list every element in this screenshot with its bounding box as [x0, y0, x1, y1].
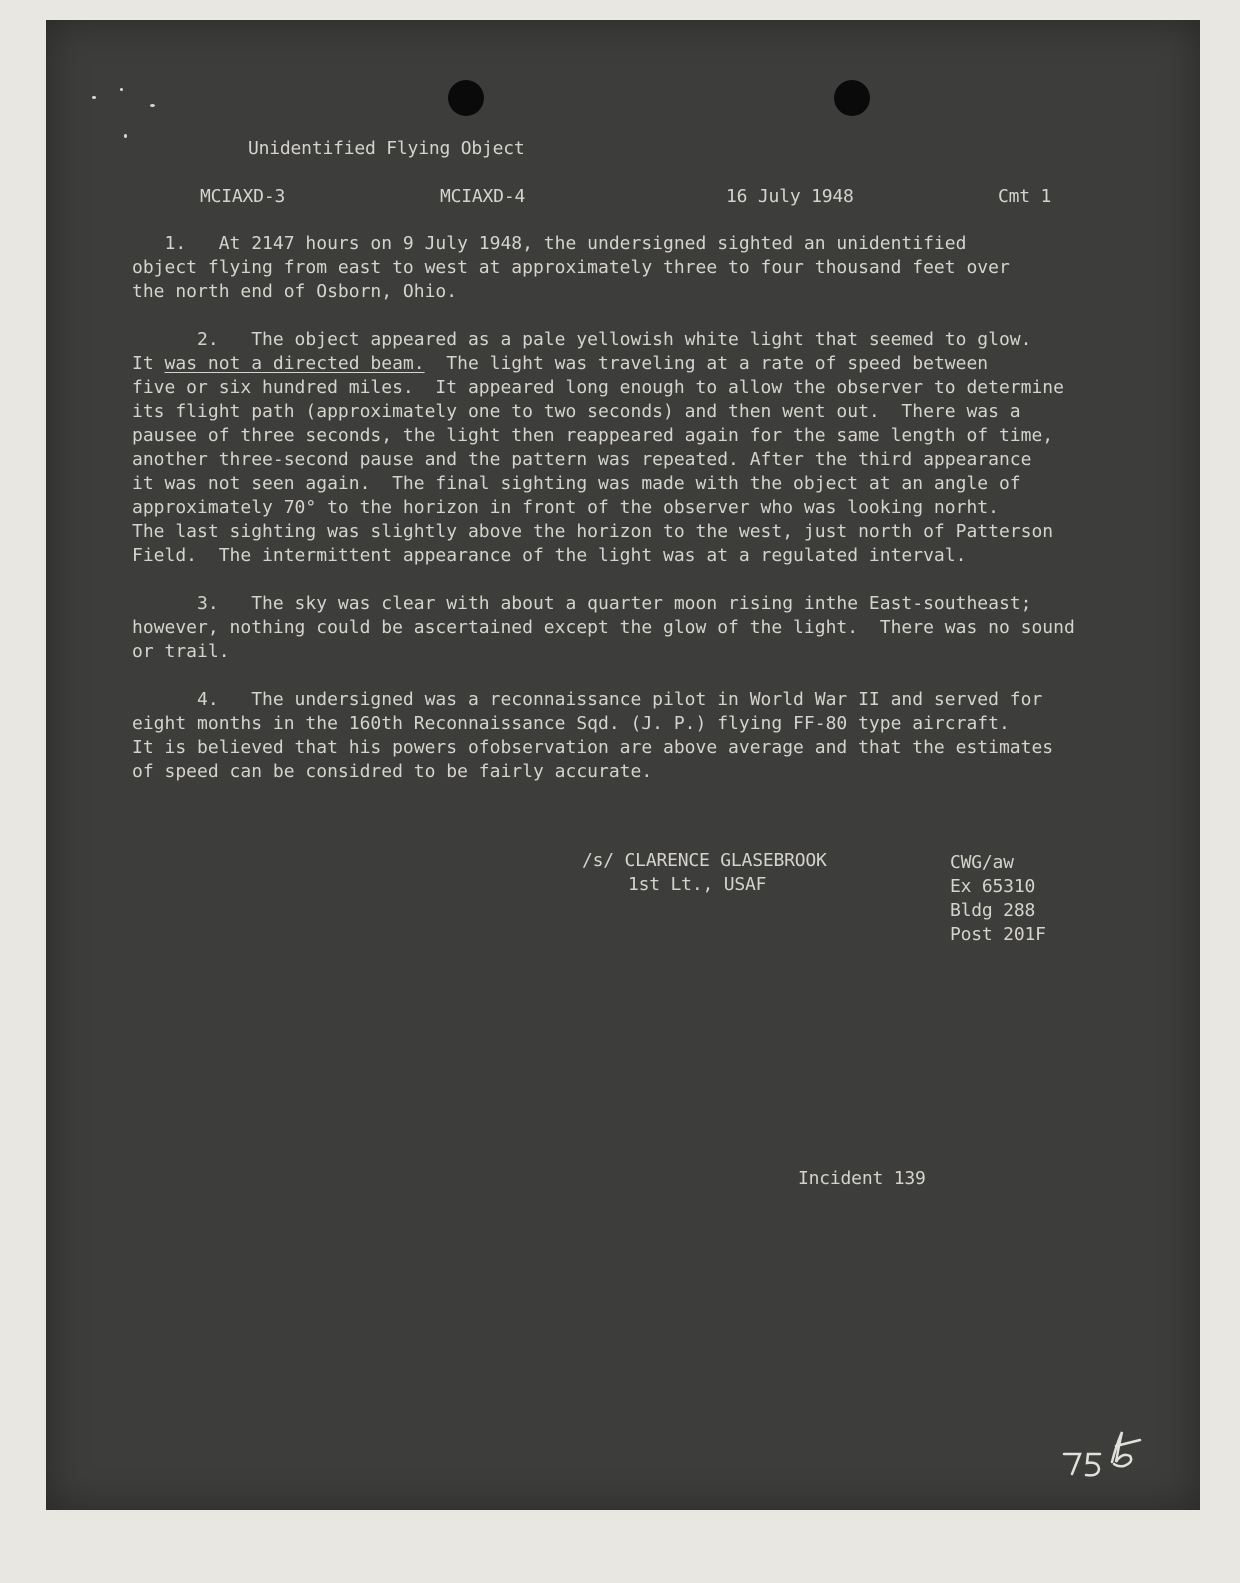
- paragraph-line: Field. The intermittent appearance of the light was at a regulated interval.: [132, 545, 967, 566]
- header-date: 16 July 1948: [726, 186, 854, 207]
- document-sheet: [46, 20, 1200, 1510]
- paragraph-line: object flying from east to west at approximately three to four thousand feet over: [132, 257, 1010, 278]
- paragraph-line: its flight path (approximately one to two seconds) and then went out. There was a: [132, 401, 1021, 422]
- paragraph-line: 4. The undersigned was a reconnaissance pilot in World War II and served for: [132, 689, 1043, 710]
- paragraph-line: or trail.: [132, 641, 230, 662]
- handwritten-note-mark: [1056, 1424, 1146, 1484]
- paragraph-line: another three-second pause and the pattern was repeated. After the third appearance: [132, 449, 1032, 470]
- paragraph-line: 3. The sky was clear with about a quarter moon rising inthe East-southeast;: [132, 593, 1032, 614]
- signature-name: /s/ CLARENCE GLASEBROOK: [582, 850, 827, 871]
- paragraph-line: however, nothing could be ascertained except the glow of the light. There was no sound: [132, 617, 1075, 638]
- paragraph-line: approximately 70° to the horizon in front of the observer who was looking norht.: [132, 497, 999, 518]
- line-suffix: The light was traveling at a rate of speed between: [424, 353, 989, 374]
- punch-hole: [834, 80, 870, 116]
- paper-speck: [124, 134, 127, 138]
- reference-line: Ex 65310: [950, 876, 1036, 897]
- incident-number: Incident 139: [798, 1168, 926, 1189]
- paragraph-1: [132, 232, 1182, 304]
- header-ref-1: MCIAXD-3: [200, 186, 286, 207]
- paper-speck: [92, 96, 96, 99]
- reference-line: CWG/aw: [950, 852, 1014, 873]
- header-ref-2: MCIAXD-4: [440, 186, 526, 207]
- header-comment: Cmt 1: [998, 186, 1052, 207]
- paper-speck: [150, 104, 155, 107]
- paragraph-line: 2. The object appeared as a pale yellowish white light that seemed to glow.: [132, 329, 1032, 350]
- punch-hole: [448, 80, 484, 116]
- paragraph-line: 1. At 2147 hours on 9 July 1948, the undersigned sighted an unidentified: [132, 233, 967, 254]
- paper-speck: [120, 88, 123, 91]
- document-subject: Unidentified Flying Object: [248, 138, 525, 159]
- paragraph-2: [132, 328, 1182, 568]
- underlined-phrase: was not a directed beam.: [164, 353, 425, 374]
- reference-line: Post 201F: [950, 924, 1046, 945]
- paragraph-3: [132, 592, 1182, 664]
- line-prefix: It: [132, 353, 165, 374]
- paragraph-line: of speed can be considred to be fairly accurate.: [132, 761, 653, 782]
- paragraph-line: pausee of three seconds, the light then reappeared again for the same length of time,: [132, 425, 1054, 446]
- signature-rank: 1st Lt., USAF: [628, 874, 767, 895]
- paragraph-line-with-underline: [132, 352, 1182, 376]
- paragraph-4: [132, 688, 1182, 784]
- paragraph-line: The last sighting was slightly above the horizon to the west, just north of Patterson: [132, 521, 1054, 542]
- paragraph-line: the north end of Osborn, Ohio.: [132, 281, 458, 302]
- reference-line: Bldg 288: [950, 900, 1036, 921]
- paragraph-line: it was not seen again. The final sighting was made with the object at an angle of: [132, 473, 1021, 494]
- paragraph-line: five or six hundred miles. It appeared long enough to allow the observer to determine: [132, 377, 1064, 398]
- paragraph-line: eight months in the 160th Reconnaissance Sqd. (J. P.) flying FF-80 type aircraft.: [132, 713, 1010, 734]
- paragraph-line: It is believed that his powers ofobservation are above average and that the estimates: [132, 737, 1054, 758]
